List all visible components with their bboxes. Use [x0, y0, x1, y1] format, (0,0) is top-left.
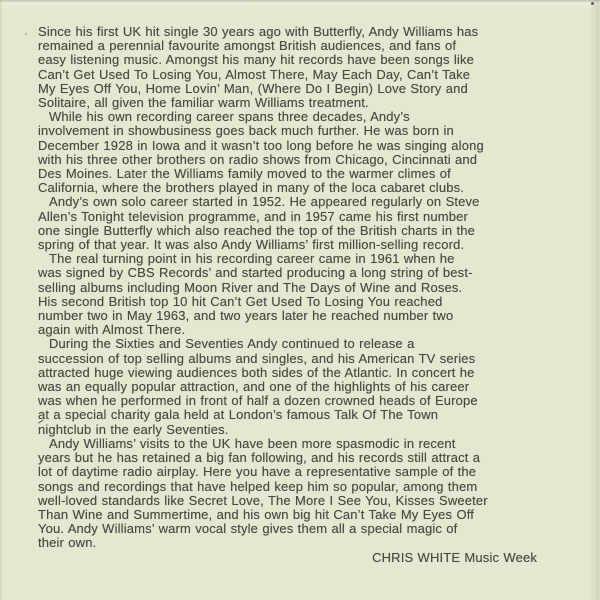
- text-line: succession of top selling albums and singles, and his American TV series: [38, 350, 476, 366]
- text-line: years but he has retained a big fan following, and his records still attract a: [38, 450, 481, 466]
- text-line: Des Moines. Later the Williams family moved to the warmer climes of: [38, 166, 451, 182]
- text-line: their own.: [38, 535, 97, 551]
- scan-edge-top: [0, 0, 600, 14]
- paragraph-1: [38, 25, 537, 110]
- text-line: California, where the brothers played in many of the loca cabaret clubs.: [38, 180, 465, 196]
- text-line: again with Almost There.: [38, 322, 186, 338]
- text-line: with his three other brothers on radio shows from Chicago, Cincinnati and: [38, 151, 478, 167]
- text-line: lot of daytime radio airplay. Here you have a representative sample of the: [38, 464, 477, 480]
- text-line: was an equally popular attraction, and one of the highlights of his career: [38, 379, 470, 395]
- text-line: During the Sixties and Seventies Andy continued to release a: [49, 336, 415, 352]
- text-line: Andy Williams’ visits to the UK have been more spasmodic in recent: [49, 435, 456, 451]
- text-line: My Eyes Off You, Home Lovin’ Man, (Where Do I Begin) Love Story and: [38, 80, 468, 96]
- text-line: attracted huge viewing audiences both sides of the Atlantic. In concert he: [38, 364, 475, 380]
- text-line: number two in May 1963, and two years later he reached number two: [38, 308, 454, 324]
- text-line: remained a perennial favourite amongst British audiences, and fans of: [38, 38, 457, 54]
- scan-speck: [25, 33, 27, 35]
- paragraph-2: [38, 110, 537, 195]
- text-line: nightclub in the early Seventies.: [38, 421, 229, 437]
- text-line: was signed by CBS Records’ and started producing a long string of best-: [38, 265, 473, 281]
- text-line: selling albums including Moon River and The Days of Wine and Roses.: [38, 279, 463, 295]
- paragraph-5: [38, 337, 537, 436]
- text-line: at a special charity gala held at London’s famous Talk Of The Town: [38, 407, 439, 423]
- text-line: The real turning point in his recording career came in 1961 when he: [49, 251, 455, 267]
- text-line: was when he performed in front of half a dozen crowned heads of Europe: [38, 393, 478, 409]
- scan-edge-left: [0, 0, 3, 600]
- text-line: Andy’s own solo career started in 1952. He appeared regularly on Steve: [49, 194, 480, 210]
- paragraph-6: [38, 437, 537, 551]
- scan-edge-right: [588, 0, 600, 600]
- text-line: songs and recordings that have helped keep him so popular, among them: [38, 478, 478, 494]
- text-line: one single Butterfly which also reached the top of the British charts in the: [38, 222, 476, 238]
- text-line: involvement in showbusiness goes back much further. He was born in: [38, 123, 454, 139]
- text-line: spring of that year. It was also Andy Williams’ first million-selling record.: [38, 237, 465, 253]
- text-line: His second British top 10 hit Can’t Get Used To Losing You reached: [38, 293, 443, 309]
- text-line: well-loved standards like Secret Love, The More I See You, Kisses Sweeter: [38, 492, 488, 508]
- text-line: Allen’s Tonight television programme, and in 1957 came his first number: [38, 208, 468, 224]
- liner-notes-text: [38, 25, 537, 565]
- text-line: While his own recording career spans three decades, Andy’s: [49, 109, 410, 125]
- byline: CHRIS WHITE Music Week: [372, 549, 537, 565]
- text-line: easy listening music. Amongst his many hit records have been songs like: [38, 52, 474, 68]
- text-line: You. Andy Williams’ warm vocal style gives them all a special magic of: [38, 521, 458, 537]
- text-line: Solitaire, all given the familiar warm Williams treatment.: [38, 95, 369, 111]
- scan-speck: [591, 2, 594, 5]
- text-line: December 1928 in Iowa and it wasn’t too long before he was singing along: [38, 137, 484, 153]
- text-line: Since his first UK hit single 30 years ago with Butterfly, Andy Williams has: [38, 24, 479, 39]
- text-line: Can’t Get Used To Losing You, Almost There, May Each Day, Can’t Take: [38, 66, 471, 82]
- paragraph-4: [38, 252, 537, 337]
- text-line: Than Wine and Summertime, and his own big hit Can’t Take My Eyes Off: [38, 506, 475, 522]
- paragraph-3: [38, 195, 537, 252]
